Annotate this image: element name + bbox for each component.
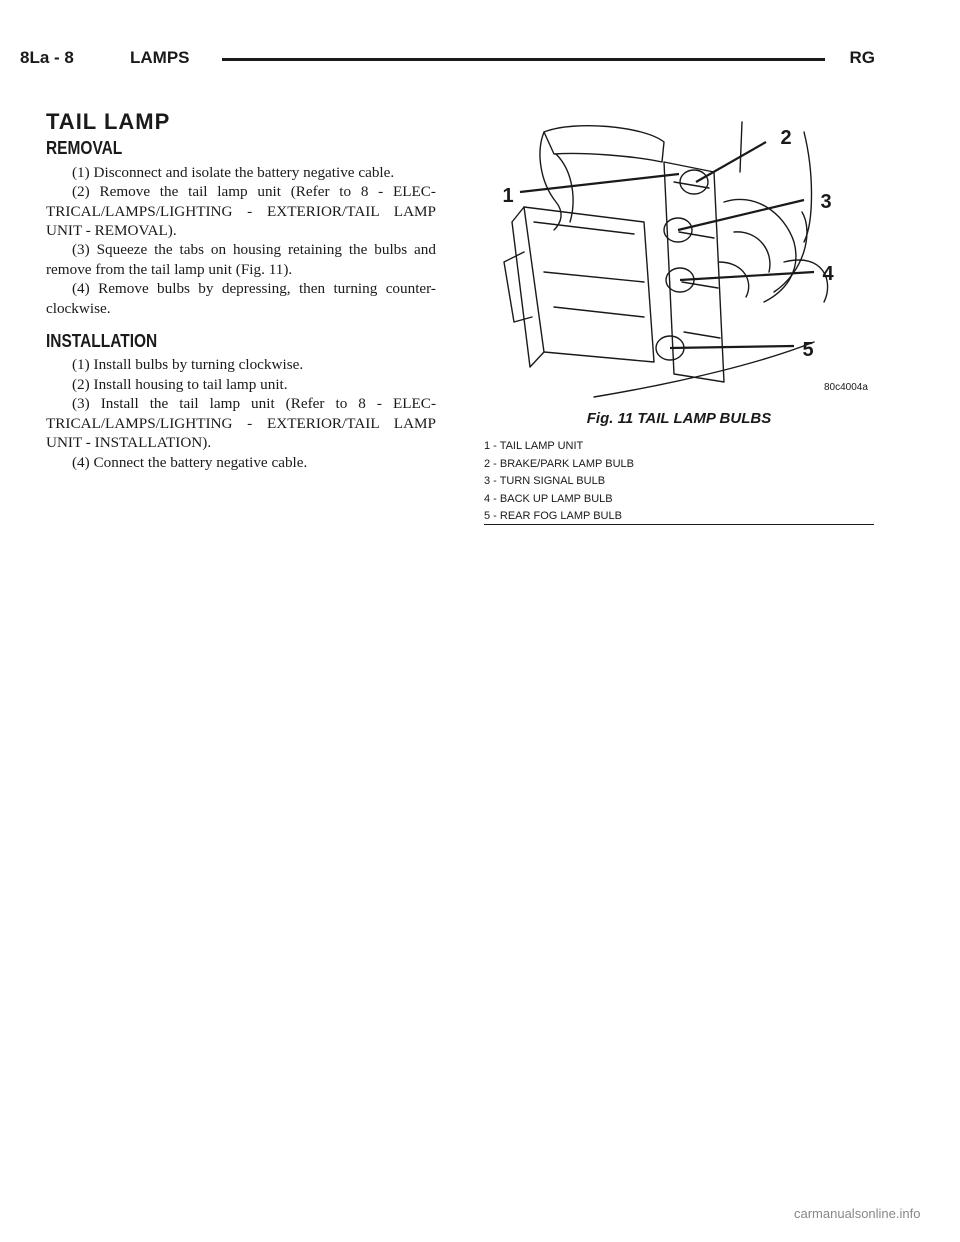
legend-item: 4 - BACK UP LAMP BULB <box>484 492 613 505</box>
figure-tail-lamp-bulbs <box>484 112 874 526</box>
removal-heading: REMOVAL <box>46 138 123 159</box>
installation-heading: INSTALLATION <box>46 331 158 352</box>
callout-1: 1 <box>502 185 514 207</box>
legend-rule <box>484 524 874 525</box>
page-header <box>20 48 875 74</box>
figure-code: 80c4004a <box>824 382 868 393</box>
figure-legend <box>484 438 874 526</box>
removal-step-2: (2) Remove the tail lamp unit (Refer to 8 - ELEC-TRICAL/LAMPS/LIGHTING - EXTERIOR/TAIL LAMP UNIT - REMOVAL). <box>46 183 436 240</box>
legend-item: 2 - BRAKE/PARK LAMP BULB <box>484 457 634 470</box>
footer-watermark: carmanualsonline.info <box>794 1206 921 1221</box>
legend-item: 1 - TAIL LAMP UNIT <box>484 440 584 452</box>
legend-item: 3 - TURN SIGNAL BULB <box>484 475 606 487</box>
callout-2: 2 <box>780 127 792 149</box>
legend-item: 5 - REAR FOG LAMP BULB <box>484 510 622 522</box>
callout-4: 4 <box>822 263 834 285</box>
installation-step-2: (2) Install housing to tail lamp unit. <box>72 375 288 393</box>
tail-lamp-illustration <box>484 112 874 398</box>
page-number: 8La - 8 <box>20 48 74 67</box>
header-section-title: LAMPS <box>130 48 190 67</box>
removal-step-4: (4) Remove bulbs by depressing, then turning counter-clockwise. <box>46 280 436 317</box>
callout-5: 5 <box>802 339 814 361</box>
installation-step-4: (4) Connect the battery negative cable. <box>72 453 308 471</box>
figure-caption: Fig. 11 TAIL LAMP BULBS <box>586 410 772 427</box>
section-title: TAIL LAMP <box>46 109 171 134</box>
installation-step-3: (3) Install the tail lamp unit (Refer to 8 - ELEC-TRICAL/LAMPS/LIGHTING - EXTERIOR/TAIL LAMP UNIT - INSTALLATION). <box>46 395 436 452</box>
header-code: RG <box>849 48 875 67</box>
installation-step-1: (1) Install bulbs by turning clockwise. <box>72 356 304 374</box>
text-column <box>46 109 436 472</box>
removal-step-3: (3) Squeeze the tabs on housing retaining the bulbs and remove from the tail lamp unit (Fig. 11). <box>46 241 436 278</box>
header-rule <box>222 58 825 61</box>
removal-step-1: (1) Disconnect and isolate the battery negative cable. <box>72 163 395 181</box>
callout-3: 3 <box>820 191 832 213</box>
